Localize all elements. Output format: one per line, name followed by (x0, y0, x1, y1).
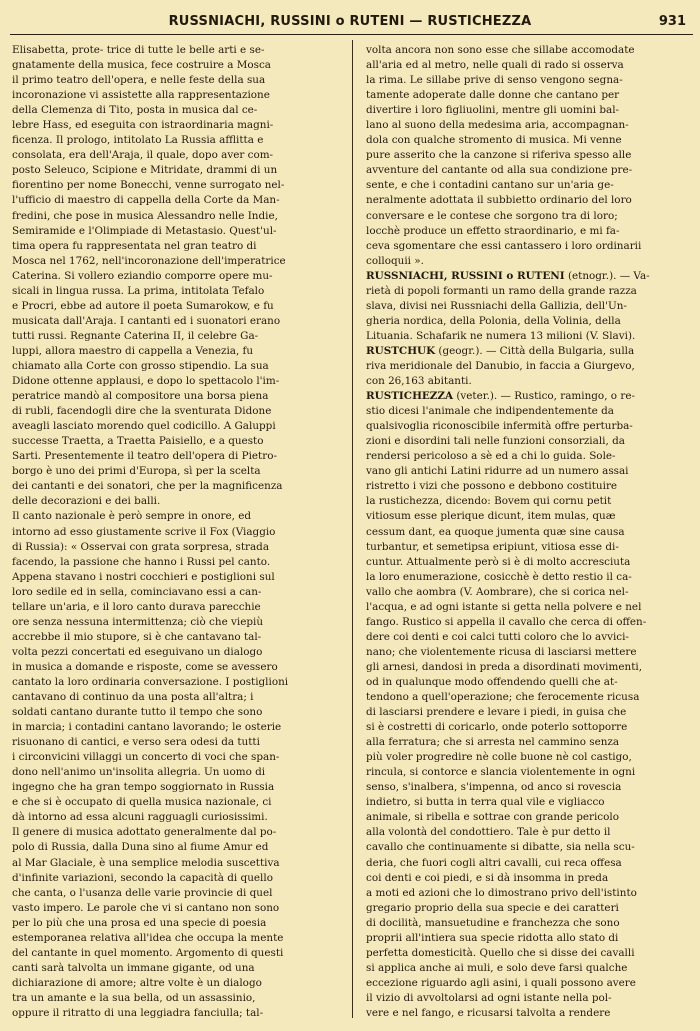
text-line: rietà di popoli formanti un ramo della grande razza (366, 284, 637, 297)
text-line: vallo che aombra (V. Aombrare), che si corica nel- (366, 585, 629, 598)
text-line: animale, si ribella e sottrae con grande pericolo (366, 811, 619, 824)
text-line: od in qualunque modo offendendo quelli che at- (366, 675, 618, 688)
text-line: il vizio di avvoltolarsi ad ogni istante nella pol- (366, 991, 612, 1004)
text-line: ceva sgomentare che essi cantassero i loro ordinarii (366, 239, 642, 252)
text-line: lano al suono della medesima aria, accompagnan- (366, 119, 629, 132)
text-line: di Russia): « Osservai con grata sorpresa, strada (12, 540, 270, 553)
text-line: l'ufficio di maestro di cappella della Corte da Man- (12, 194, 280, 207)
text-line: posto Seleuco, Scipione e Mitridate, drammi di un (12, 164, 278, 177)
text-line: sente, e che i contadini cantano sur un'aria ge- (366, 179, 614, 192)
text-line: che canta, o l'usanza delle varie provincie di quel (12, 886, 273, 899)
text-line: della Clemenza di Tito, posta in musica dal ce- (12, 104, 258, 117)
text-line: di docilità, mansuetudine e franchezza che sono (366, 916, 620, 929)
text-line: oppure il ritratto di una leggiadra fanciulla; tal- (12, 1007, 264, 1019)
text-line: dichiarazione di amore; altre volte è un dialogo (12, 976, 262, 989)
text-line: vere e nel fango, e ricusarsi talvolta a rendere (366, 1007, 611, 1019)
text-line: al Mar Glaciale, è una semplice melodia suscettiva (12, 856, 280, 869)
text-line: cavallo che continuamente si dibatte, sia nella scu- (366, 841, 635, 854)
text-line: fango. Rustico si appella il cavallo che cerca di offen- (366, 615, 647, 628)
text-line: dei cantanti e dei sonatori, che per la magnificenza (12, 480, 283, 493)
text-line: avventure del cantante od alla sua condizione pre- (366, 164, 633, 177)
text-line: RUSTICHEZZA (veter.). — Rustico, ramingo, o re- (366, 390, 635, 403)
text-line: fredini, che pose in musica Alessandro nelle Indie, (12, 209, 278, 222)
header-title: RUSSNIACHI, RUSSINI o RUTENI — RUSTICHEZZA (168, 14, 532, 29)
text-line: cantato la loro ordinaria conversazione. I postiglioni (12, 675, 289, 688)
text-line: neralmente adottata il subbietto ordinario del loro (366, 194, 632, 207)
header-rule (10, 34, 693, 35)
text-line: tutti russi. Regnante Caterina II, il celebre Ga- (12, 329, 259, 342)
text-line: alla ferratura; che si arresta nel cammino senza (366, 736, 620, 749)
text-line: Elisabetta, prote- trice di tutte le belle arti e se- (12, 44, 265, 56)
text-line: soldati cantano durante tutto il tempo che sono (12, 706, 263, 719)
text-line: si applica anche ai muli, e solo deve farsi qualche (366, 961, 628, 974)
text-line: di lasciarsi prendere e levare i piedi, in guisa che (366, 706, 627, 719)
text-line: eccezione riguardo agli asini, i quali possono avere (366, 976, 636, 989)
text-line: i circonvicini villaggi un concerto di voci che span- (12, 751, 280, 764)
text-line: Lituania. Schafarik ne numera 13 milioni (V. Slavi). (366, 329, 636, 342)
text-line: slava, divisi nei Russniachi della Gallizia, dell'Un- (366, 299, 627, 312)
text-line: pure asserito che la canzone si riferiva spesso alle (366, 149, 632, 162)
text-line: colloquii ». (366, 254, 424, 267)
text-line: RUSSNIACHI, RUSSINI o RUTENI (etnogr.). — Va- (366, 269, 650, 282)
text-line: rincula, si contorce e slancia violentemente in ogni (366, 766, 636, 779)
text-line: loro sedile ed in sella, cominciavano essi a can- (12, 585, 262, 598)
text-line: estemporanea relativa all'idea che occupa la mente (12, 931, 284, 944)
text-line: dere coi denti e coi calci tutti coloro che lo avvici- (366, 630, 629, 643)
text-line: Il genere di musica adottato generalmente dal po- (12, 826, 277, 839)
entry-headword: RUSSNIACHI, RUSSINI o RUTENI (366, 269, 565, 282)
text-line: risuonano di cantici, e verso sera odesi da tutti (12, 736, 260, 749)
text-line: zioni e disordini tali nelle funzioni consorziali, da (366, 435, 625, 448)
text-line: canti sarà talvolta un immane gigante, od una (12, 961, 255, 974)
text-line: riva meridionale del Danubio, in faccia a Giurgevo, (366, 359, 635, 372)
text-line: gnatamente della musica, fece costruire a Mosca (12, 59, 271, 72)
text-line: dà intorno ad essa alcuni ragguagli curiosissimi. (12, 811, 268, 824)
text-line: facendo, la passione che hanno i Russi pel canto. (12, 555, 271, 568)
text-line: vitiosum esse plerique dicunt, item mulas, quæ (366, 510, 616, 523)
text-line: perfetta domesticità. Quello che si disse dei cavalli (366, 946, 635, 959)
text-line: volta pezzi concertati ed eseguivano un dialogo (12, 645, 263, 658)
text-line: dola con qualche stromento di musica. Mi venne (366, 134, 622, 147)
text-line: gheria nordica, della Polonia, della Volinia, della (366, 314, 621, 327)
text-line: tendono a quell'operazione; che ferocemente ricusa (366, 691, 640, 704)
text-line: aveagli lasciato morendo quel codicillo. A Galuppi (12, 420, 276, 433)
entry-headword: RUSTICHEZZA (366, 390, 454, 403)
text-line: sicali in lingua russa. La prima, intitolata Tefalo (12, 284, 265, 297)
text-line: dono nell'animo un'insolita allegria. Un uomo di (12, 766, 266, 779)
text-line: il primo teatro dell'opera, e nelle feste della sua (12, 74, 266, 87)
text-line: con 26,163 abitanti. (366, 375, 472, 388)
text-line: Didone ottenne applausi, e dopo lo spettacolo l'im- (12, 375, 280, 388)
right-column (366, 43, 686, 1021)
text-line: volta ancora non sono esse che sillabe accomodate (366, 44, 635, 56)
text-line: l'acqua, e ad ogni istante si getta nella polvere e nel (366, 600, 642, 613)
column-divider (352, 40, 353, 1018)
running-header (0, 12, 700, 40)
text-line: più voler progredire nè colle buone nè col castigo, (366, 751, 632, 764)
text-line: delle decorazioni e dei balli. (12, 495, 161, 508)
text-line: successe Traetta, a Traetta Paisiello, e a questo (12, 435, 264, 448)
text-line: lebre Hass, ed eseguita con istraordinaria magni- (12, 119, 274, 132)
text-line: ingegno che ha gran tempo soggiornato in Russia (12, 781, 275, 794)
text-line: e che si è occupato di quella musica nazionale, ci (12, 796, 272, 809)
text-line: e Procri, ebbe ad autore il poeta Sumarokow, e fu (12, 299, 274, 312)
text-line: borgo è uno dei primi d'Europa, sì per la scelta (12, 465, 261, 478)
text-line: polo di Russia, dalla Duna sino al fiume Amur ed (12, 841, 269, 854)
text-line: cuntur. Attualmente però si è di molto accresciuta (366, 555, 631, 568)
text-line: Mosca nel 1762, nell'incoronazione dell'imperatrice (12, 254, 286, 267)
text-line: vano gli antichi Latini ridurre ad un numero assai (366, 465, 629, 478)
text-line: la rima. Le sillabe prive di senso vengono segna- (366, 74, 623, 87)
text-line: peratrice mandò al compositore una borsa piena (12, 390, 269, 403)
text-line: cantavano di continuo da una posta all'altra; i (12, 691, 254, 704)
text-line: consolata, era dell'Araja, il quale, dopo aver com- (12, 149, 274, 162)
text-line: gli arnesi, dandosi in preda a disordinati movimenti, (366, 660, 642, 673)
text-line: la loro enumerazione, cosicchè è detto restio il ca- (366, 570, 632, 583)
text-line: all'aria ed al metro, nelle quali di rado si osserva (366, 59, 624, 72)
text-line: tima opera fu rappresentata nel gran teatro di (12, 239, 257, 252)
text-line: tamente adoperate dalle donne che cantano per (366, 89, 620, 102)
text-line: divertire i loro figliuolini, mentre gli uomini bal- (366, 104, 620, 117)
text-line: RUSTCHUK (geogr.). — Città della Bulgaria, sulla (366, 344, 635, 357)
text-line: Semiramide e l'Olimpiade di Metastasio. Quest'ul- (12, 224, 277, 237)
text-line: in marcia; i contadini cantano lavorando; le osterie (12, 721, 282, 734)
text-line: accrebbe il mio stupore, si è che cantavano tal- (12, 630, 262, 643)
text-line: Sarti. Presentemente il teatro dell'opera di Pietro- (12, 450, 277, 463)
text-line: turbantur, et semetipsa eripiunt, vitiosa esse di- (366, 540, 619, 553)
text-line: fiorentino per nome Bonecchi, venne surrogato nel- (12, 179, 285, 192)
text-line: in musica a domande e risposte, come se avessero (12, 660, 278, 673)
text-line: indietro, si butta in terra qual vile e vigliacco (366, 796, 605, 809)
text-line: deria, che fuori cogli altri cavalli, cui reca offesa (366, 856, 622, 869)
text-line: si è costretti di coricarlo, onde poterlo sottoporre (366, 721, 628, 734)
text-line: di rubli, facendogli dire che la sventurata Didone (12, 405, 272, 418)
text-line: luppi, allora maestro di cappella a Venezia, fu (12, 344, 254, 357)
text-line: del cantante in quel momento. Argomento di questi (12, 946, 284, 959)
text-line: ristretto i vizi che possono e debbono costituire (366, 480, 618, 493)
text-line: ficenza. Il prologo, intitolato La Russia afflitta e (12, 134, 264, 147)
entry-headword: RUSTCHUK (366, 344, 436, 357)
text-line: conversare e le contese che sorgono tra di loro; (366, 209, 618, 222)
text-line: rendersi pericoloso a sè ed a chi lo guida. Sole- (366, 450, 616, 463)
text-line: d'infinite variazioni, secondo la capacità di quello (12, 871, 273, 884)
text-line: cessum dant, ea quoque jumenta quæ sine causa (366, 525, 625, 538)
text-line: ore senza nessuna intermittenza; ciò che viepiù (12, 615, 264, 628)
text-line: stio dicesi l'animale che indipendentemente da (366, 405, 614, 418)
text-line: vasto impero. Le parole che vi si cantano non sono (12, 901, 280, 914)
text-line: musicata dall'Araja. I cantanti ed i suonatori erano (12, 314, 281, 327)
text-line: locchè produce un effetto straordinario, e mi fa- (366, 224, 620, 237)
text-line: incoronazione vi assistette alla rappresentazione (12, 89, 270, 102)
text-line: per lo più che una prosa ed una specie di poesia (12, 916, 267, 929)
text-line: chiamato alla Corte con grosso stipendio. La sua (12, 359, 269, 372)
text-line: gregario proprio della sua specie e dei caratteri (366, 901, 619, 914)
text-line: qualsivoglia riconoscibile infermità offre perturba- (366, 420, 633, 433)
text-line: Caterina. Si vollero eziandio comporre opere mu- (12, 269, 273, 282)
text-line: Appena stavano i nostri cocchieri e postiglioni sul (12, 570, 275, 583)
text-line: tellare un'aria, e il loro canto durava parecchie (12, 600, 261, 613)
text-line: coi denti e coi piedi, e si dà insomma in preda (366, 871, 609, 884)
text-line: la rustichezza, dicendo: Bovem qui cornu petit (366, 495, 612, 508)
page-number: 931 (658, 14, 686, 29)
text-line: nano; che violentemente ricusa di lasciarsi mettere (366, 645, 637, 658)
text-line: Il canto nazionale è però sempre in onore, ed (12, 510, 251, 523)
text-line: alla volontà del condottiero. Tale è pur detto il (366, 826, 611, 839)
text-line: tra un amante e la sua bella, od un assassinio, (12, 991, 256, 1004)
left-column (12, 43, 332, 1021)
text-line: a moti ed azioni che lo dimostrano privo dell'istinto (366, 886, 637, 899)
text-line: senso, s'inalbera, s'impenna, od anco si rovescia (366, 781, 622, 794)
text-line: proprii all'intiera sua specie ridotta allo stato di (366, 931, 619, 944)
text-line: intorno ad esso giustamente scrive il Fox (Viaggio (12, 525, 276, 538)
